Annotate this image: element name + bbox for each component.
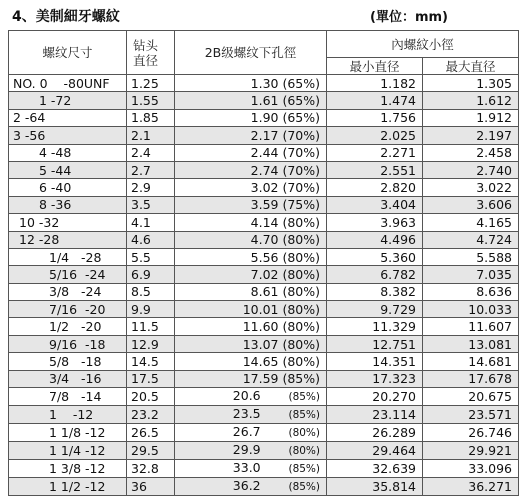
cell-drill-diameter: 2.1 [127, 127, 175, 144]
cell-thread-size: 1 -72 [9, 92, 127, 109]
cell-drill-diameter: 20.5 [127, 388, 175, 406]
cell-thread-size: 3/4 -16 [9, 370, 127, 387]
header-drill-diameter [127, 31, 175, 75]
cell-hole-diameter: 1.61 (65%) [175, 92, 327, 109]
cell-thread-size: 2 -64 [9, 109, 127, 126]
cell-min-diameter: 3.404 [327, 196, 423, 213]
cell-min-diameter: 3.963 [327, 214, 423, 231]
cell-max-diameter: 3.022 [423, 179, 519, 196]
cell-max-diameter: 1.305 [423, 75, 519, 92]
cell-min-diameter: 32.639 [327, 460, 423, 478]
cell-max-diameter: 20.675 [423, 388, 519, 406]
hole-percent: (85%) [288, 391, 320, 404]
cell-hole-diameter [175, 424, 327, 442]
table-row [9, 248, 519, 265]
cell-hole-diameter: 3.59 (75%) [175, 196, 327, 213]
hole-percent: (80%) [288, 427, 320, 440]
cell-min-diameter: 2.551 [327, 161, 423, 178]
hole-value: 20.6 [232, 388, 261, 404]
page-title: 4、美制細牙螺紋 [12, 9, 120, 25]
cell-drill-diameter: 3.5 [127, 196, 175, 213]
cell-min-diameter: 4.496 [327, 231, 423, 248]
table-row [9, 318, 519, 335]
cell-max-diameter: 1.912 [423, 109, 519, 126]
cell-thread-size: 1 1/4 -12 [9, 442, 127, 460]
cell-thread-size: 9/16 -18 [9, 335, 127, 352]
cell-thread-size: 1/2 -20 [9, 318, 127, 335]
thread-table [8, 30, 519, 496]
cell-hole-diameter: 11.60 (80%) [175, 318, 327, 335]
cell-max-diameter: 1.612 [423, 92, 519, 109]
cell-hole-diameter: 2.17 (70%) [175, 127, 327, 144]
cell-thread-size: 7/8 -14 [9, 388, 127, 406]
header-drill-line: 直径 [133, 52, 159, 68]
cell-min-diameter: 1.474 [327, 92, 423, 109]
hole-percent: (85%) [288, 409, 320, 422]
table-row [9, 478, 519, 496]
spacer [261, 388, 289, 403]
cell-drill-diameter: 32.8 [127, 460, 175, 478]
cell-thread-size: 5 -44 [9, 161, 127, 178]
table-row [9, 231, 519, 248]
hole-value: 33.0 [232, 460, 261, 476]
hole-value: 23.5 [232, 406, 261, 422]
cell-hole-diameter: 2.44 (70%) [175, 144, 327, 161]
table-row [9, 353, 519, 370]
table-row [9, 127, 519, 144]
header-thread-size: 螺纹尺寸 [9, 31, 127, 75]
cell-min-diameter: 1.182 [327, 75, 423, 92]
hole-percent: (80%) [288, 445, 320, 458]
table-row [9, 301, 519, 318]
table-row [9, 75, 519, 92]
cell-drill-diameter: 5.5 [127, 248, 175, 265]
header-min-diameter: 最小直径 [327, 58, 423, 75]
cell-thread-size: 8 -36 [9, 196, 127, 213]
spacer [261, 460, 289, 475]
cell-hole-diameter: 4.14 (80%) [175, 214, 327, 231]
cell-hole-diameter [175, 406, 327, 424]
cell-thread-size: 1 1/2 -12 [9, 478, 127, 496]
cell-max-diameter: 36.271 [423, 478, 519, 496]
spacer [261, 442, 289, 457]
cell-min-diameter: 29.464 [327, 442, 423, 460]
spacer [261, 478, 289, 493]
cell-drill-diameter: 4.6 [127, 231, 175, 248]
cell-hole-diameter [175, 388, 327, 406]
cell-hole-diameter: 3.02 (70%) [175, 179, 327, 196]
cell-thread-size: 6 -40 [9, 179, 127, 196]
cell-drill-diameter: 1.55 [127, 92, 175, 109]
cell-hole-diameter: 14.65 (80%) [175, 353, 327, 370]
table-row [9, 109, 519, 126]
cell-max-diameter: 33.096 [423, 460, 519, 478]
table-row [9, 144, 519, 161]
cell-drill-diameter: 26.5 [127, 424, 175, 442]
table-row [9, 442, 519, 460]
cell-drill-diameter: 2.9 [127, 179, 175, 196]
cell-max-diameter: 10.033 [423, 301, 519, 318]
cell-min-diameter: 1.756 [327, 109, 423, 126]
cell-max-diameter: 7.035 [423, 266, 519, 283]
cell-hole-diameter: 4.70 (80%) [175, 231, 327, 248]
cell-thread-size: 10 -32 [9, 214, 127, 231]
table-row [9, 214, 519, 231]
table-row [9, 370, 519, 387]
cell-hole-diameter: 5.56 (80%) [175, 248, 327, 265]
cell-thread-size: 1 1/8 -12 [9, 424, 127, 442]
table-row [9, 335, 519, 352]
cell-max-diameter: 8.636 [423, 283, 519, 300]
header-drill-line: 钻头 [133, 37, 159, 53]
cell-min-diameter: 6.782 [327, 266, 423, 283]
cell-thread-size: 5/16 -24 [9, 266, 127, 283]
cell-min-diameter: 2.025 [327, 127, 423, 144]
cell-thread-size: 1 3/8 -12 [9, 460, 127, 478]
table-row [9, 266, 519, 283]
cell-thread-size: 4 -48 [9, 144, 127, 161]
cell-max-diameter: 23.571 [423, 406, 519, 424]
cell-min-diameter: 5.360 [327, 248, 423, 265]
cell-thread-size: 5/8 -18 [9, 353, 127, 370]
hole-percent: (85%) [288, 463, 320, 476]
cell-drill-diameter: 4.1 [127, 214, 175, 231]
cell-min-diameter: 9.729 [327, 301, 423, 318]
cell-min-diameter: 35.814 [327, 478, 423, 496]
cell-hole-diameter: 1.30 (65%) [175, 75, 327, 92]
unit-label: (單位：mm) [370, 10, 448, 25]
cell-drill-diameter: 12.9 [127, 335, 175, 352]
cell-min-diameter: 14.351 [327, 353, 423, 370]
cell-thread-size: 3/8 -24 [9, 283, 127, 300]
cell-drill-diameter: 2.4 [127, 144, 175, 161]
cell-min-diameter: 2.271 [327, 144, 423, 161]
cell-drill-diameter: 6.9 [127, 266, 175, 283]
hole-percent: (85%) [288, 481, 320, 494]
cell-thread-size: 12 -28 [9, 231, 127, 248]
cell-hole-diameter: 7.02 (80%) [175, 266, 327, 283]
cell-thread-size: 1/4 -28 [9, 248, 127, 265]
spacer [261, 424, 289, 439]
cell-max-diameter: 29.921 [423, 442, 519, 460]
table-row [9, 196, 519, 213]
cell-max-diameter: 11.607 [423, 318, 519, 335]
table-row [9, 424, 519, 442]
cell-hole-diameter: 1.90 (65%) [175, 109, 327, 126]
cell-drill-diameter: 11.5 [127, 318, 175, 335]
cell-hole-diameter: 10.01 (80%) [175, 301, 327, 318]
cell-max-diameter: 14.681 [423, 353, 519, 370]
cell-thread-size: 3 -56 [9, 127, 127, 144]
cell-drill-diameter: 36 [127, 478, 175, 496]
cell-drill-diameter: 8.5 [127, 283, 175, 300]
table-row [9, 460, 519, 478]
cell-drill-diameter: 29.5 [127, 442, 175, 460]
header-hole-diameter: 2B级螺纹下孔徑 [175, 31, 327, 75]
cell-hole-diameter: 2.74 (70%) [175, 161, 327, 178]
cell-drill-diameter: 2.7 [127, 161, 175, 178]
header-max-diameter: 最大直径 [423, 58, 519, 75]
hole-value: 29.9 [232, 442, 261, 458]
cell-drill-diameter: 23.2 [127, 406, 175, 424]
cell-hole-diameter: 17.59 (85%) [175, 370, 327, 387]
cell-max-diameter: 2.458 [423, 144, 519, 161]
cell-min-diameter: 12.751 [327, 335, 423, 352]
table-row [9, 161, 519, 178]
cell-min-diameter: 26.289 [327, 424, 423, 442]
cell-max-diameter: 2.740 [423, 161, 519, 178]
cell-hole-diameter [175, 442, 327, 460]
cell-drill-diameter: 17.5 [127, 370, 175, 387]
cell-max-diameter: 26.746 [423, 424, 519, 442]
table-row [9, 283, 519, 300]
cell-hole-diameter: 8.61 (80%) [175, 283, 327, 300]
cell-max-diameter: 2.197 [423, 127, 519, 144]
cell-thread-size: 1 -12 [9, 406, 127, 424]
table-row [9, 388, 519, 406]
table-row [9, 179, 519, 196]
spacer [261, 406, 289, 421]
hole-value: 36.2 [232, 478, 261, 494]
cell-max-diameter: 4.724 [423, 231, 519, 248]
cell-min-diameter: 8.382 [327, 283, 423, 300]
cell-max-diameter: 17.678 [423, 370, 519, 387]
cell-drill-diameter: 14.5 [127, 353, 175, 370]
cell-min-diameter: 11.329 [327, 318, 423, 335]
cell-max-diameter: 5.588 [423, 248, 519, 265]
cell-min-diameter: 20.270 [327, 388, 423, 406]
cell-drill-diameter: 1.25 [127, 75, 175, 92]
header-minor-diameter: 內螺紋小徑 [327, 31, 519, 58]
hole-value: 26.7 [232, 424, 261, 440]
cell-max-diameter: 4.165 [423, 214, 519, 231]
cell-hole-diameter [175, 478, 327, 496]
cell-max-diameter: 3.606 [423, 196, 519, 213]
cell-min-diameter: 2.820 [327, 179, 423, 196]
cell-thread-size: NO. 0 -80UNF [9, 75, 127, 92]
cell-hole-diameter [175, 460, 327, 478]
cell-drill-diameter: 1.85 [127, 109, 175, 126]
cell-min-diameter: 17.323 [327, 370, 423, 387]
cell-thread-size: 7/16 -20 [9, 301, 127, 318]
table-row [9, 406, 519, 424]
cell-hole-diameter: 13.07 (80%) [175, 335, 327, 352]
cell-max-diameter: 13.081 [423, 335, 519, 352]
cell-min-diameter: 23.114 [327, 406, 423, 424]
cell-drill-diameter: 9.9 [127, 301, 175, 318]
header-drill-text [133, 38, 158, 68]
table-row [9, 92, 519, 109]
